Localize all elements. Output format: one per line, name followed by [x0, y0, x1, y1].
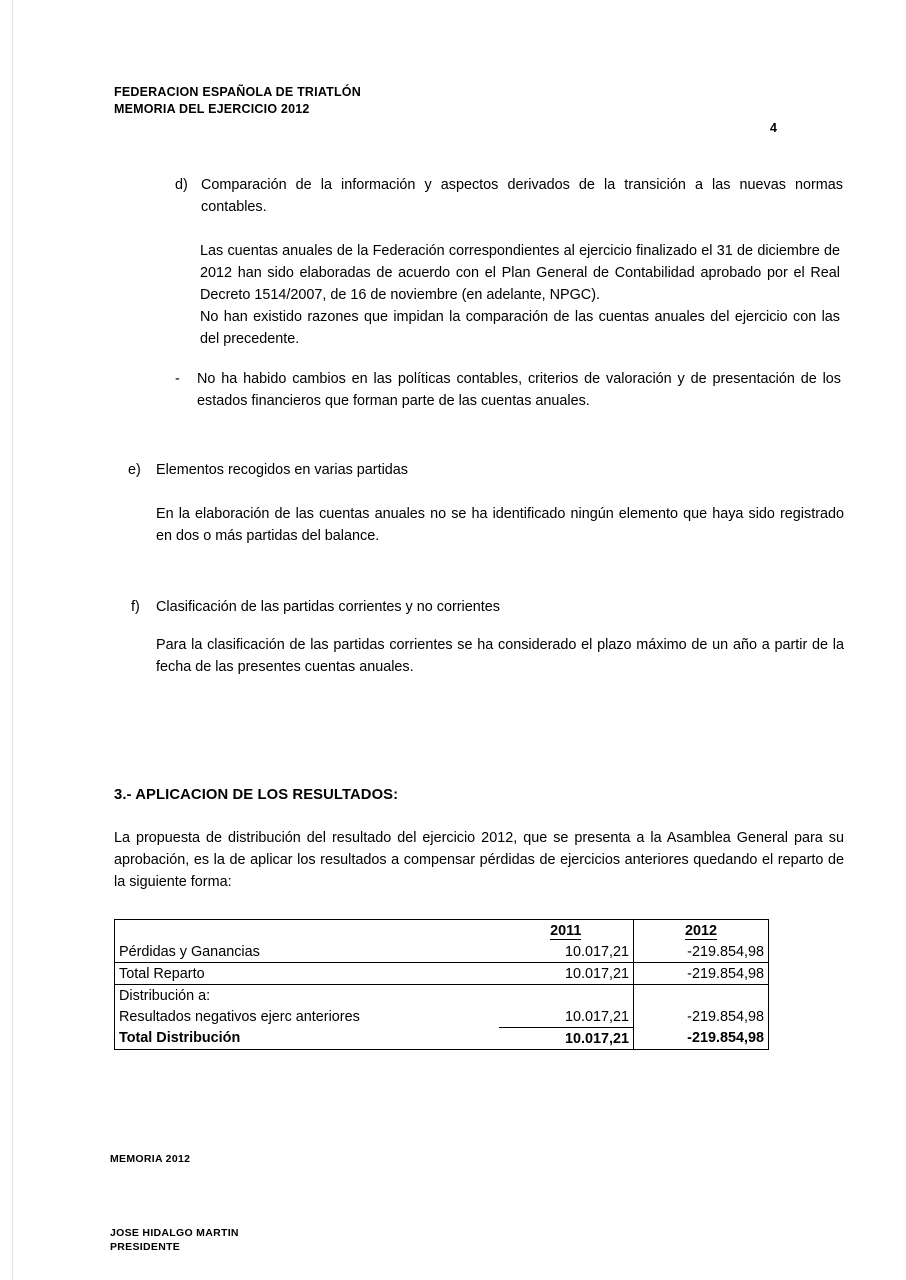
row-label-distribucion-a: Distribución a:	[119, 987, 211, 1004]
table-header-blank	[115, 920, 499, 942]
row-value-2011-total-reparto: 10.017,21	[499, 963, 634, 985]
item-d	[175, 174, 843, 218]
document-header	[114, 84, 361, 118]
table-header-2012: 2012	[634, 920, 769, 942]
scan-edge-artifact	[12, 0, 13, 1280]
row-value-2012-total-reparto: -219.854,98	[634, 963, 769, 985]
row-value-2012-resultados-negativos: -219.854,98	[634, 1006, 769, 1028]
row-value-2012-perdidas: -219.854,98	[634, 941, 769, 963]
item-f	[131, 596, 831, 618]
item-d-bullet-text: No ha habido cambios en las políticas contables, criterios de valoración y de presentación de los estados financieros que forman parte de las cuentas anuales.	[197, 371, 841, 409]
row-label-resultados-negativos: Resultados negativos ejerc anteriores	[119, 1008, 360, 1025]
row-value-2011-distribucion-a	[499, 985, 634, 1007]
footer-signer-title: PRESIDENTE	[110, 1241, 181, 1253]
aplicacion-resultados-table	[114, 919, 769, 1050]
item-e-paragraph-1: En la elaboración de las cuentas anuales no se ha identificado ningún elemento que haya sido registrado en dos o más partidas del balance.	[156, 506, 844, 544]
header-organization: FEDERACION ESPAÑOLA DE TRIATLÓN	[114, 85, 361, 99]
table-row	[115, 963, 769, 985]
row-value-2012-total-distribucion: -219.854,98	[634, 1028, 769, 1050]
row-value-2011-total-distribucion: 10.017,21	[499, 1028, 634, 1050]
footer-memoria-label: MEMORIA 2012	[110, 1153, 191, 1165]
item-e-title: Elementos recogidos en varias partidas	[156, 462, 408, 478]
section-3-paragraph: La propuesta de distribución del resultado del ejercicio 2012, que se presenta a la Asamblea General para su aprobación, es la de aplicar los resultados a compensar pérdidas de ejercicios anteriores quedando el reparto de la siguiente forma:	[114, 830, 844, 890]
row-value-2011-resultados-negativos: 10.017,21	[564, 1008, 629, 1025]
row-label-total-distribucion: Total Distribución	[119, 1030, 241, 1047]
table-row	[115, 1006, 769, 1028]
table-row	[115, 985, 769, 1007]
footer-signature-block	[110, 1226, 239, 1254]
footer-signer-name: JOSE HIDALGO MARTIN	[110, 1227, 239, 1239]
dash-bullet-marker: -	[175, 371, 180, 387]
item-f-marker: f)	[131, 599, 140, 615]
row-label-perdidas-y-ganancias: Pérdidas y Ganancias	[115, 941, 499, 963]
item-d-bullet	[175, 368, 841, 412]
row-value-2011-perdidas: 10.017,21	[499, 941, 634, 963]
row-label-total-reparto: Total Reparto	[115, 963, 499, 985]
row-value-2012-distribucion-a	[634, 985, 769, 1007]
item-d-paragraph-2: No han existido razones que impidan la comparación de las cuentas anuales del ejercicio con las del precedente.	[200, 309, 840, 347]
section-3-heading: 3.- APLICACION DE LOS RESULTADOS:	[114, 787, 399, 803]
item-d-paragraph-1: Las cuentas anuales de la Federación correspondientes al ejercicio finalizado el 31 de diciembre de 2012 han sido elaboradas de acuerdo con el Plan General de Contabilidad aprobado por el Real Decreto 1514/2007, de 16 de noviembre (en adelante, NPGC).	[200, 243, 840, 303]
table-row	[115, 941, 769, 963]
header-subtitle: MEMORIA DEL EJERCICIO 2012	[114, 102, 310, 116]
item-f-title: Clasificación de las partidas corrientes y no corrientes	[156, 599, 500, 615]
item-d-marker: d)	[175, 177, 188, 193]
table-header-row	[115, 920, 769, 942]
item-e-marker: e)	[128, 462, 141, 478]
item-f-paragraph-1: Para la clasificación de las partidas corrientes se ha considerado el plazo máximo de un año a partir de la fecha de las presentes cuentas anuales.	[156, 637, 844, 675]
item-d-title: Comparación de la información y aspectos derivados de la transición a las nuevas normas contables.	[201, 177, 843, 215]
item-e	[128, 459, 828, 481]
table-header-2011: 2011	[550, 922, 582, 939]
table-row-total	[115, 1028, 769, 1050]
page-number: 4	[770, 121, 777, 135]
